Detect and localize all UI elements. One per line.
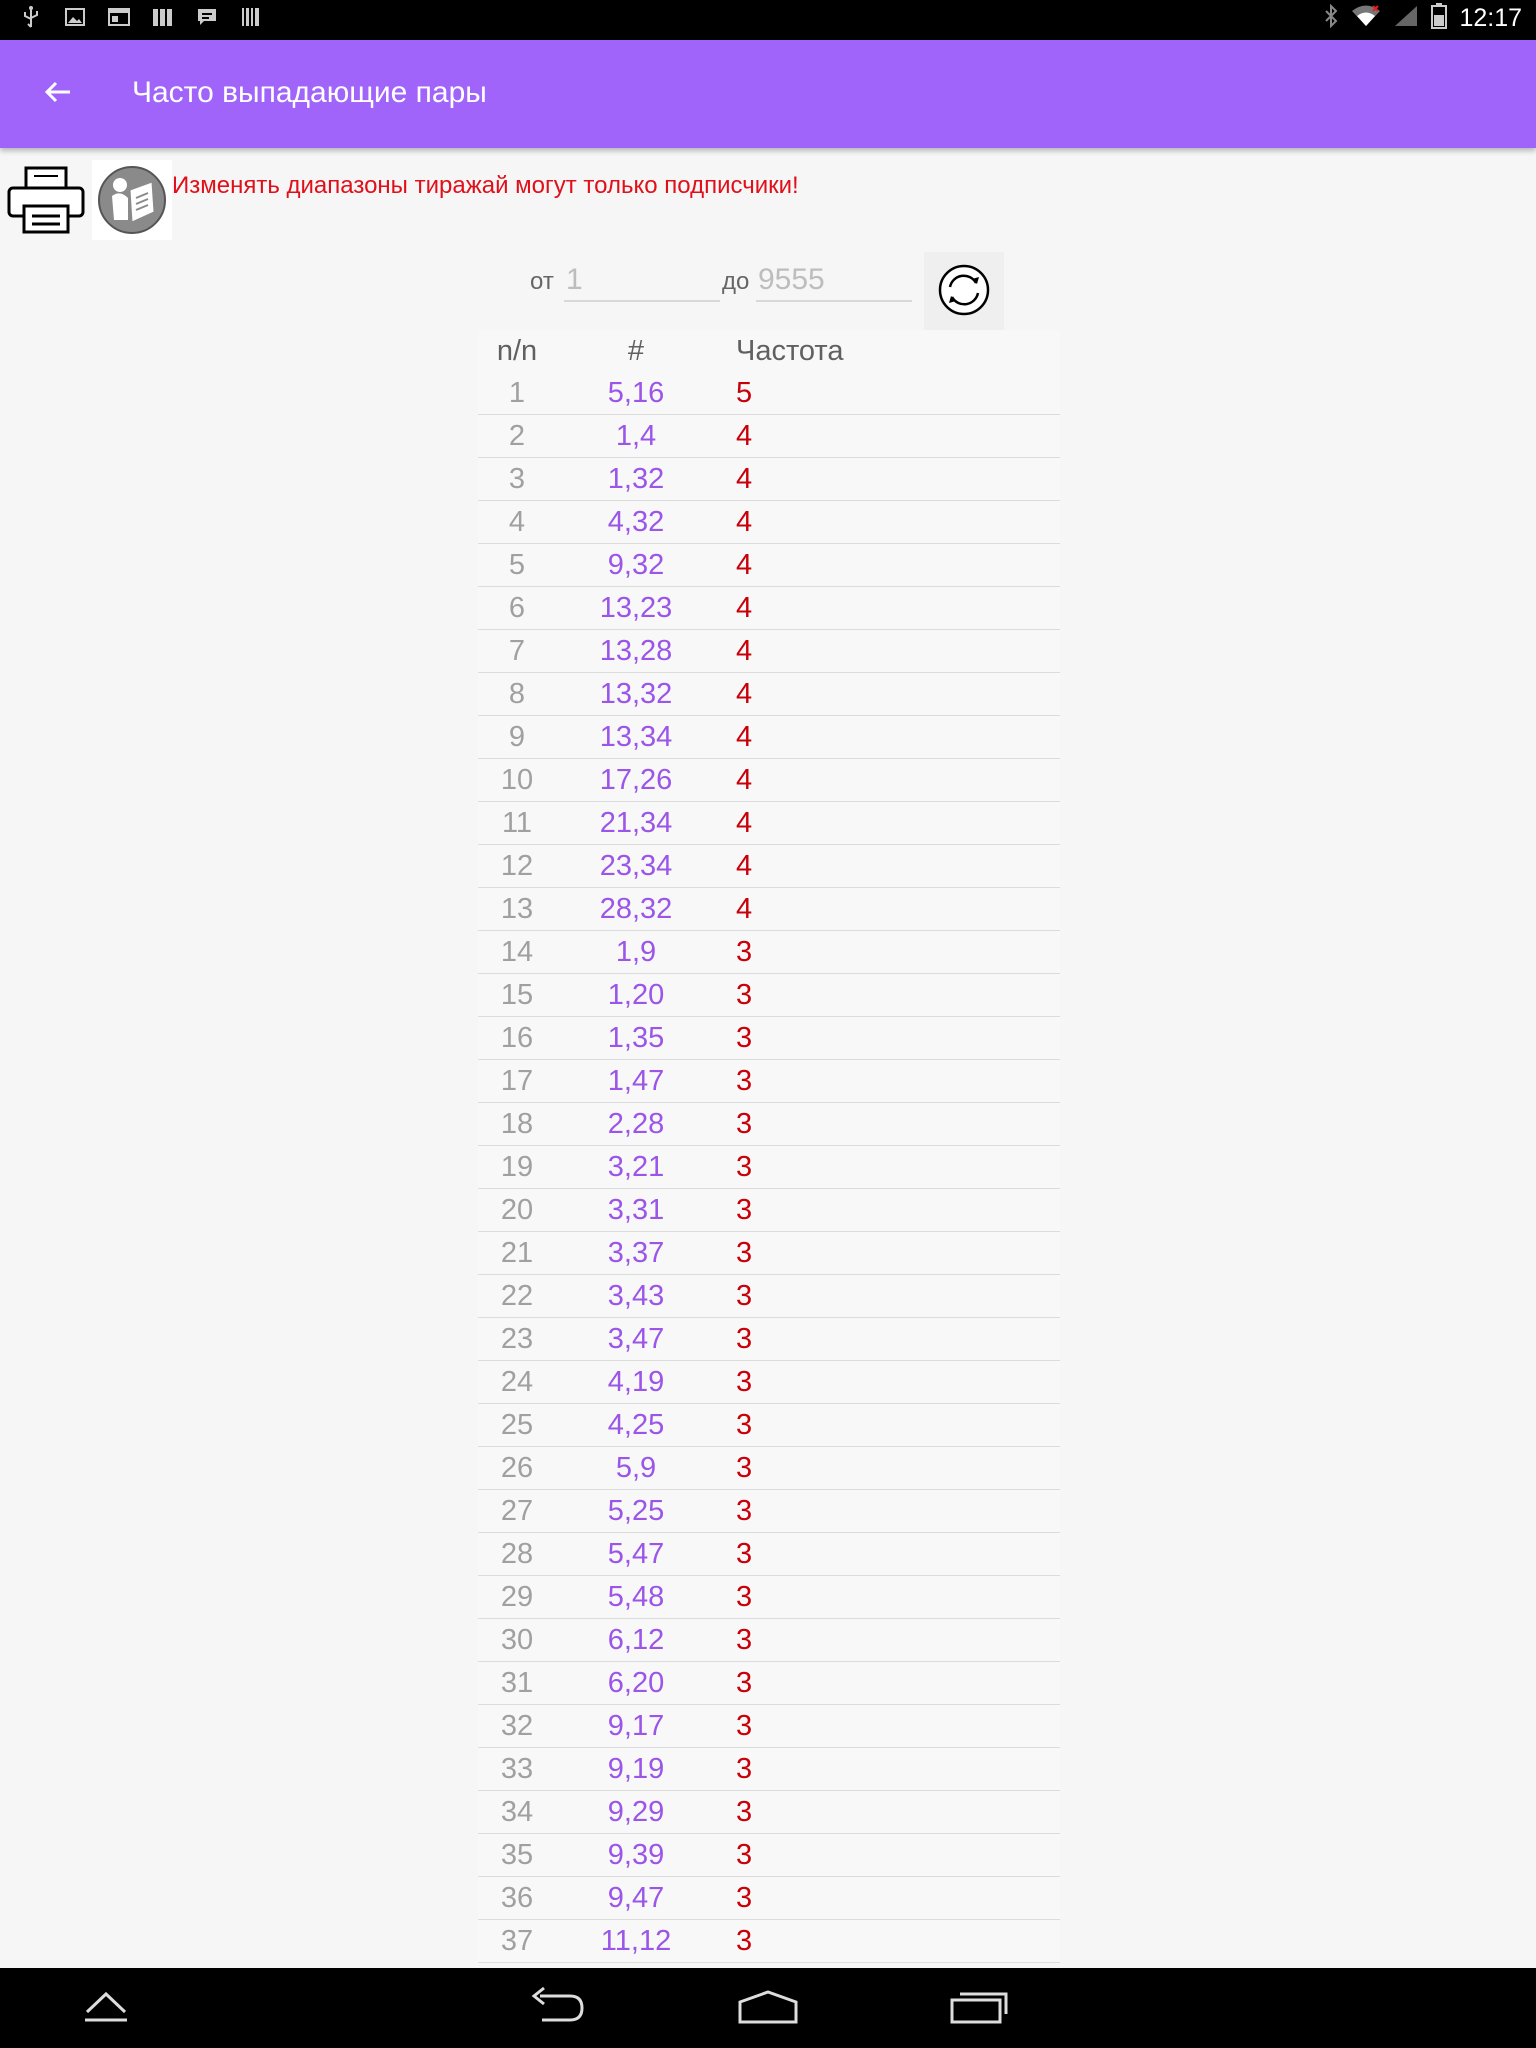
collapse-button[interactable] [66,1980,146,2036]
guide-button[interactable] [92,160,172,240]
from-label: от [530,268,554,295]
row-num: 29 [500,1580,534,1613]
table-row [478,1533,1060,1576]
row-num: 5 [508,548,526,581]
signal-icon [1393,4,1419,32]
row-num: 20 [500,1193,534,1226]
row-num: 14 [500,935,534,968]
table-row [478,845,1060,888]
row-pair: 9,29 [607,1795,665,1828]
table-row [478,1748,1060,1791]
row-num: 10 [500,763,534,796]
table-row [478,1705,1060,1748]
row-pair: 4,25 [607,1408,665,1441]
header-freq: Частота [736,334,844,367]
row-pair: 9,32 [607,548,665,581]
reading-guide-icon [92,225,172,244]
barcode-icon [240,6,262,28]
to-input[interactable] [756,260,912,302]
row-pair: 4,19 [607,1365,665,1398]
row-freq: 4 [736,505,753,538]
row-freq: 4 [736,720,753,753]
row-num: 3 [508,462,526,495]
row-num: 18 [500,1107,534,1140]
row-pair: 9,39 [607,1838,665,1871]
row-freq: 3 [736,1150,753,1183]
row-freq: 3 [736,1236,753,1269]
table-row [478,1877,1060,1920]
row-num: 12 [500,849,534,882]
row-freq: 5 [736,376,753,409]
battery-icon [1431,3,1447,33]
collapse-icon [81,1988,131,2028]
row-num: 17 [500,1064,534,1097]
books-icon [152,6,174,28]
wifi-icon [1351,4,1381,32]
home-button[interactable] [728,1980,808,2036]
to-label: до [722,268,750,295]
usb-icon [20,6,42,28]
row-freq: 3 [736,978,753,1011]
table-row [478,1189,1060,1232]
row-num: 19 [500,1150,534,1183]
row-freq: 3 [736,935,753,968]
row-pair: 13,32 [599,677,673,710]
calendar-icon [108,6,130,28]
row-num: 2 [508,419,526,452]
row-freq: 3 [736,1322,753,1355]
row-freq: 4 [736,548,753,581]
row-freq: 3 [736,1537,753,1570]
table-row [478,1920,1060,1963]
table-row [478,673,1060,716]
row-pair: 1,35 [607,1021,665,1054]
row-pair: 3,21 [607,1150,665,1183]
table-row [478,1318,1060,1361]
row-freq: 3 [736,1838,753,1871]
table-row [478,1791,1060,1834]
table-row [478,1490,1060,1533]
row-num: 7 [508,634,526,667]
table-row [478,1017,1060,1060]
row-pair: 11,12 [600,1924,672,1957]
row-freq: 3 [736,1193,753,1226]
back-icon [526,1986,586,2030]
row-pair: 3,31 [607,1193,665,1226]
row-num: 24 [500,1365,534,1398]
row-freq: 3 [736,1795,753,1828]
table-row [478,1146,1060,1189]
row-freq: 3 [736,1021,753,1054]
header-num: n/n [496,334,538,367]
row-pair: 3,43 [607,1279,665,1312]
row-pair: 9,17 [607,1709,665,1742]
row-pair: 6,12 [607,1623,665,1656]
row-pair: 1,32 [607,462,665,495]
system-icons [1323,3,1522,33]
row-num: 26 [500,1451,534,1484]
table-row [478,1404,1060,1447]
row-pair: 1,9 [615,935,657,968]
row-num: 34 [500,1795,534,1828]
refresh-button[interactable] [924,252,1004,332]
row-freq: 3 [736,1924,753,1957]
row-pair: 3,37 [607,1236,665,1269]
row-freq: 4 [736,849,753,882]
home-icon [736,1988,800,2028]
table-row [478,415,1060,458]
row-num: 33 [500,1752,534,1785]
row-freq: 3 [736,1709,753,1742]
row-pair: 1,47 [607,1064,665,1097]
row-num: 4 [508,505,526,538]
table-row [478,888,1060,931]
recents-button[interactable] [940,1980,1020,2036]
table-row [478,1619,1060,1662]
table-header [478,330,1060,372]
row-pair: 5,47 [607,1537,665,1570]
recents-icon [948,1988,1012,2028]
row-freq: 4 [736,462,753,495]
back-button[interactable] [36,72,80,116]
row-num: 28 [500,1537,534,1570]
row-pair: 9,47 [607,1881,665,1914]
table-row [478,372,1060,415]
row-freq: 4 [736,677,753,710]
row-num: 6 [508,591,526,624]
table-row [478,974,1060,1017]
row-freq: 3 [736,1666,753,1699]
row-freq: 3 [736,1623,753,1656]
table-row [478,544,1060,587]
row-freq: 4 [736,419,753,452]
row-pair: 13,28 [599,634,673,667]
row-num: 21 [500,1236,534,1269]
row-freq: 3 [736,1881,753,1914]
row-pair: 1,4 [615,419,657,452]
table-row [478,1060,1060,1103]
app-bar [0,40,1536,148]
arrow-left-icon [44,80,72,108]
row-freq: 4 [736,591,753,624]
table-row [478,759,1060,802]
row-num: 30 [500,1623,534,1656]
table-body [478,372,1060,1963]
table-row [478,501,1060,544]
row-freq: 4 [736,892,753,925]
table-row [478,1232,1060,1275]
row-num: 13 [500,892,534,925]
row-pair: 23,34 [599,849,673,882]
row-pair: 3,47 [607,1322,665,1355]
row-freq: 4 [736,634,753,667]
table-row [478,1275,1060,1318]
row-pair: 6,20 [607,1666,665,1699]
row-pair: 13,23 [599,591,673,624]
row-freq: 4 [736,763,753,796]
image-icon [64,6,86,28]
table-row [478,716,1060,759]
table-row [478,1834,1060,1877]
table-row [478,1361,1060,1404]
table-row [478,802,1060,845]
row-num: 35 [500,1838,534,1871]
row-num: 9 [508,720,526,753]
row-num: 27 [500,1494,534,1527]
chat-icon [196,6,218,28]
navigation-bar [0,1968,1536,2048]
row-num: 32 [500,1709,534,1742]
row-freq: 3 [736,1408,753,1441]
row-num: 16 [500,1021,534,1054]
row-num: 8 [508,677,526,710]
row-freq: 3 [736,1279,753,1312]
from-input[interactable] [564,260,720,302]
table-row [478,1576,1060,1619]
row-pair: 5,9 [615,1451,657,1484]
row-pair: 5,16 [607,376,665,409]
print-button[interactable] [6,164,86,236]
row-freq: 3 [736,1107,753,1140]
row-pair: 1,20 [607,978,665,1011]
row-pair: 5,48 [607,1580,665,1613]
row-pair: 4,32 [607,505,665,538]
subscriber-notice: Изменять диапазоны тиражай могут только подписчики! [172,172,799,199]
status-bar [0,0,1536,40]
refresh-icon [937,263,991,321]
row-freq: 3 [736,1451,753,1484]
table-row [478,1662,1060,1705]
row-freq: 3 [736,1365,753,1398]
row-freq: 3 [736,1580,753,1613]
row-pair: 13,34 [599,720,673,753]
pairs-table [478,330,1060,1963]
row-num: 37 [500,1924,534,1957]
status-time: 12:17 [1459,3,1522,32]
row-num: 36 [500,1881,534,1914]
table-row [478,630,1060,673]
row-pair: 21,34 [599,806,673,839]
page-title: Часто выпадающие пары [132,76,487,109]
row-freq: 4 [736,806,753,839]
table-row [478,931,1060,974]
row-num: 23 [500,1322,534,1355]
row-pair: 28,32 [599,892,673,925]
notification-icons [20,6,262,28]
table-row [478,1103,1060,1146]
table-row [478,458,1060,501]
row-num: 1 [508,376,526,409]
row-pair: 5,25 [607,1494,665,1527]
row-num: 22 [500,1279,534,1312]
row-pair: 2,28 [607,1107,665,1140]
table-row [478,587,1060,630]
row-freq: 3 [736,1494,753,1527]
bluetooth-icon [1323,4,1339,32]
row-pair: 17,26 [599,763,673,796]
header-pair: # [627,334,645,367]
row-pair: 9,19 [607,1752,665,1785]
row-freq: 3 [736,1064,753,1097]
row-num: 15 [500,978,534,1011]
table-row [478,1447,1060,1490]
row-freq: 3 [736,1752,753,1785]
row-num: 11 [501,806,533,839]
row-num: 25 [500,1408,534,1441]
nav-back-button[interactable] [516,1980,596,2036]
printer-icon [6,221,86,240]
row-num: 31 [500,1666,534,1699]
